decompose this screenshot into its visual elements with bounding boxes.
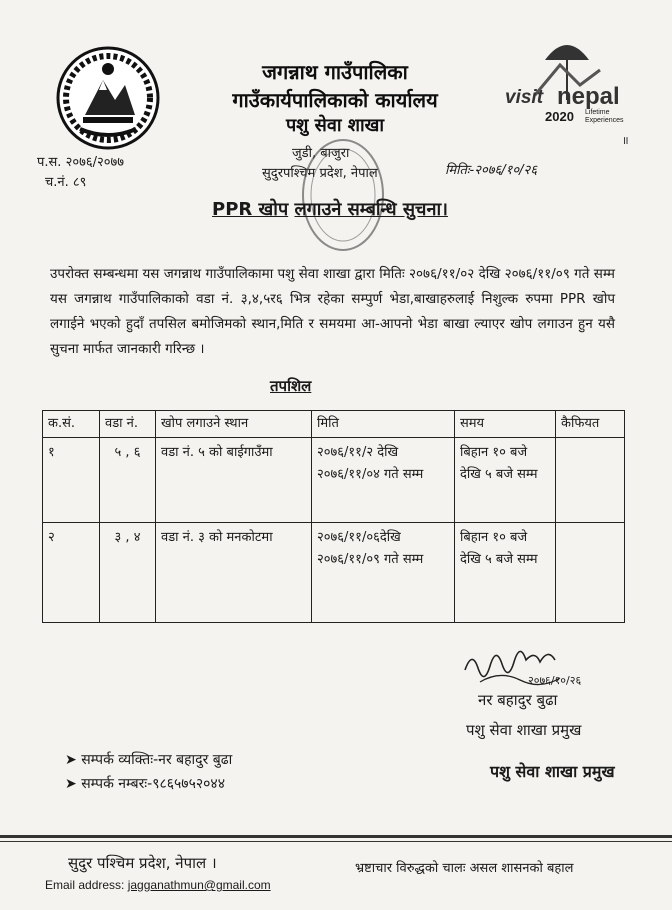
signatory-name: नर बहादुर बुढा xyxy=(478,691,558,709)
cell-time: बिहान १० बजे देखि ५ बजे सम्म xyxy=(455,438,556,523)
vaccination-schedule-table xyxy=(42,410,625,623)
email-link[interactable]: jagganathmun@gmail.com xyxy=(127,878,271,892)
arrow-bullet-icon: ➤ xyxy=(65,752,77,768)
footer-slogan: भ्रष्टाचार विरुद्धको चालः असल शासनको बहाल xyxy=(355,861,574,876)
cell-date: २०७६/११/०६देखि २०७६/११/०९ गते सम्म xyxy=(312,523,455,623)
signatory-stamp: पशु सेवा शाखा प्रमुख xyxy=(490,762,615,781)
visit-text: visit xyxy=(505,87,544,108)
email-label: Email address: xyxy=(45,878,128,892)
visit-nepal-logo xyxy=(505,25,640,130)
footer-divider xyxy=(0,835,672,838)
signature-date: २०७६/१०/२६ xyxy=(528,674,582,687)
table-row xyxy=(43,523,625,623)
contact-number xyxy=(65,774,225,793)
cell-place: वडा नं. ५ को बाईगाउँमा xyxy=(156,438,312,523)
cell-sn: १ xyxy=(43,438,100,523)
col-header-time: समय xyxy=(455,411,556,438)
contact-number-text: सम्पर्क नम्बरः-९८६५७५२०४४ xyxy=(81,776,225,792)
government-emblem-icon xyxy=(55,45,161,151)
corner-mark: ॥ xyxy=(622,134,629,147)
office-stamp-icon xyxy=(295,135,390,255)
cell-ward: ३ , ४ xyxy=(100,523,156,623)
cell-sn: २ xyxy=(43,523,100,623)
cell-ward: ५ , ६ xyxy=(100,438,156,523)
schedule-heading: तपशिल xyxy=(270,377,312,395)
visit-nepal-tagline: Lifetime Experiences xyxy=(585,109,624,124)
office-name: गाउँकार्यपालिकाको कार्यालय xyxy=(232,88,438,112)
contact-person xyxy=(65,750,232,769)
cell-remarks xyxy=(556,438,625,523)
cell-remarks xyxy=(556,523,625,623)
notice-title xyxy=(170,197,490,221)
notice-title-prefix: PPR खोप xyxy=(212,199,289,220)
col-header-date: मिति xyxy=(312,411,455,438)
footer-email xyxy=(45,878,271,892)
visit-nepal-year: 2020 xyxy=(545,109,574,124)
address-line-2: सुदुरपश्चिम प्रदेश, नेपाल xyxy=(262,166,378,181)
nepal-text: nepal xyxy=(557,83,620,110)
cell-date: २०७६/११/२ देखि २०७६/११/०४ गते सम्म xyxy=(312,438,455,523)
col-header-sn: क.सं. xyxy=(43,411,100,438)
notice-body: उपरोक्त सम्बन्धमा यस जगन्नाथ गाउँपालिकामा पशु सेवा शाखा द्वारा मितिः २०७६/११/०२ देखि २०७६/११/०९ गते सम्म यस जगन्नाथ गाउँपालिकाको वडा नं. ३,४,५र६ भित्र रहेका सम्पुर्ण भेडा,बाखाहरुलाई निशुल्क रुपमा PPR खोप लगाईने भएको हुदाँ तपसिल बमोजिमको स्थान,मिति र समयमा आ-आपनो भेडा बाखा ल्याएर खोप लगाउन हुन यसै सुचना मार्फत जानकारी गरिन्छ । xyxy=(50,266,615,357)
fiscal-year-ref: प.स. २०७६/२०७७ xyxy=(37,155,125,170)
col-header-place: खोप लगाउने स्थान xyxy=(156,411,312,438)
table-header-row xyxy=(43,411,625,438)
contact-person-text: सम्पर्क व्यक्तिः-नर बहादुर बुढा xyxy=(81,752,233,768)
cell-time: बिहान १० बजे देखि ५ बजे सम्म xyxy=(455,523,556,623)
address-line-1: जुडी, बाजुरा xyxy=(292,146,350,161)
footer-divider-thin xyxy=(0,841,672,842)
col-header-ward: वडा नं. xyxy=(100,411,156,438)
signatory-role: पशु सेवा शाखा प्रमुख xyxy=(466,721,582,739)
col-header-remarks: कैफियत xyxy=(556,411,625,438)
notice-date: मितिः-२०७६/१०/२६ xyxy=(445,163,538,178)
cell-place: वडा नं. ३ को मनकोटमा xyxy=(156,523,312,623)
notice-title-main: लगाउने सम्बन्धि सुचना। xyxy=(294,199,448,220)
arrow-bullet-icon: ➤ xyxy=(65,776,77,792)
footer-province: सुदुर पश्चिम प्रदेश, नेपाल । xyxy=(68,854,217,872)
table-row xyxy=(43,438,625,523)
section-name: पशु सेवा शाखा xyxy=(285,115,385,136)
municipality-name: जगन्नाथ गाउँपालिका xyxy=(262,60,408,84)
dispatch-number: च.नं. ८९ xyxy=(45,175,87,190)
